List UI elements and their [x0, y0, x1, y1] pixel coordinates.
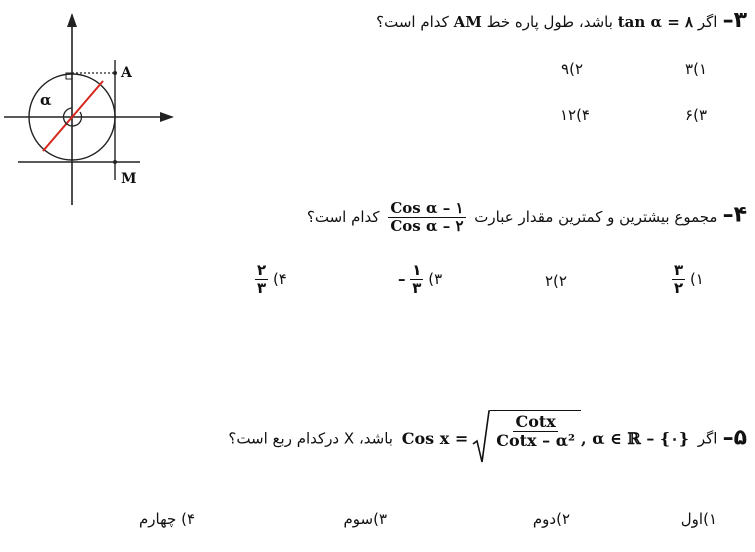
q3-option-1[interactable]: ۳(۱ — [685, 60, 707, 78]
formula-lhs: Cos x = — [401, 428, 469, 448]
q3-option-3[interactable]: ۶(۳ — [685, 106, 707, 124]
x-axis-arrow — [160, 112, 174, 122]
option-fraction: $\frac{۳}{۲}$ — [674, 261, 684, 297]
label-m: M — [121, 171, 137, 187]
q5-option-2[interactable]: ۲)دوم — [532, 510, 570, 528]
red-diameter — [43, 81, 103, 151]
question-3 — [317, 8, 747, 33]
fraction-denominator: Cos α – ۲ — [390, 216, 464, 235]
q4-option-2[interactable]: ۲(۲ — [545, 272, 567, 290]
question-number: ۳– — [722, 8, 747, 33]
label-a: A — [121, 65, 132, 81]
minus-sign: – — [398, 270, 406, 288]
question-text: اگر tan α = ۸ باشد، طول پاره خط AM کدام است؟ — [376, 13, 718, 31]
expression: tan α = ۸ — [617, 13, 694, 31]
expression-fraction — [388, 200, 465, 234]
formula — [402, 410, 689, 466]
option-fraction: $\frac{۲}{۳}$ — [257, 261, 267, 297]
q4-option-4[interactable] — [255, 262, 287, 296]
option-label: ۱) — [689, 270, 704, 288]
option-fraction: $\frac{۱}{۳}$ — [412, 261, 422, 297]
question-text: اگر Cos x = $\frac{\text{Cotx}}{\text{Cotx – α²}}$ , α ∈ ℝ – {۰} باشد، X درکدام ربع است؟ — [228, 429, 717, 447]
question-4 — [267, 200, 747, 234]
fraction-denominator: Cotx – α² — [496, 430, 576, 450]
question-5 — [107, 410, 747, 466]
question-number: ۴– — [722, 202, 747, 228]
segment-name: AM — [453, 13, 482, 31]
sqrt-icon — [472, 410, 581, 466]
question-number: ۵– — [722, 425, 747, 451]
q5-option-1[interactable]: ۱)اول — [680, 510, 717, 528]
fraction-numerator: Cos α – ۱ — [390, 199, 464, 217]
point-a — [113, 71, 117, 75]
option-label: ۴) — [272, 270, 287, 288]
domain-expression: , α ∈ ℝ – {۰} — [581, 428, 690, 448]
q5-option-3[interactable]: ۳)سوم — [343, 510, 387, 528]
label-alpha: α — [40, 91, 52, 109]
q5-option-4[interactable]: ۴) چهارم — [139, 510, 195, 528]
point-m — [113, 160, 117, 164]
q3-option-4[interactable]: ۱۲(۴ — [559, 106, 590, 124]
fraction-numerator: Cotx — [515, 412, 556, 431]
q4-option-3[interactable] — [398, 262, 442, 296]
radicand-fraction — [490, 410, 581, 466]
unit-circle-diagram — [0, 5, 180, 215]
question-text: مجموع بیشترین و کمترین مقدار عبارت $\frac{\text{Cos α – ۱}}{\text{Cos α – ۲}}$ کدام است؟ — [306, 199, 718, 235]
q4-option-1[interactable] — [672, 262, 704, 296]
radical-sign — [472, 410, 490, 466]
q3-option-2[interactable]: ۹(۲ — [561, 60, 583, 78]
option-label: ۳) — [428, 270, 443, 288]
y-axis-arrow — [67, 13, 77, 27]
